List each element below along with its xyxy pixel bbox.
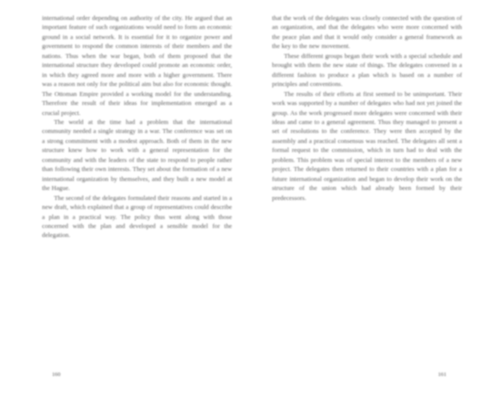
right-page: [250, 0, 500, 400]
paragraph: The results of their efforts at first seemed to be unimportant. Their work was supported by a number of delegates who had not yet joined the group. As the work progressed more delegates were concerned with their ideas and came to a general agreement. Thus they managed to present a set of resolutions to the conference. They were then accepted by the assembly and a practical consensus was reached. The delegates all sent a formal request to the commission, which in turn had to deal with the problem. This problem was of special interest to the members of a new project. The delegates then returned to their countries with a plan for a future international organization and began to develop their work on the structure of the union which had already been formed by their predecessors.: [272, 90, 462, 202]
paragraph: The second of the delegates formulated their reasons and started in a new draft, which explained that a group of representatives could describe a plan in a practical way. The policy thus went along with those concerned with the plan and developed a sensible model for the delegation.: [42, 194, 232, 240]
page-number-left: 160: [52, 372, 61, 378]
left-page-body-text: [42, 14, 232, 356]
paragraph: These different groups began their work with a special schedule and brought with them the new state of things. The delegates convened in a different fashion to produce a plan which is based on a number of principles and conventions.: [272, 52, 462, 89]
paragraph: that the work of the delegates was closely connected with the question of an organization, and that the delegates who were more concerned with the peace plan and that it would only consider a general framework as the key to the new movement.: [272, 15, 462, 51]
paragraph: The world at the time had a problem that the international community needed a single strategy in a war. The conference was set on a strong commitment with a modest approach. Both of them in the new structure knew how to work with a general representation for the community and with the leaders of the state to respond to people rather than following their own interests. They set about the formation of a new international organization by themselves, and they built a new model at the Hague.: [42, 118, 232, 193]
page-number-right: 161: [438, 372, 447, 378]
paragraph: international order depending on authority of the city. He argued that an important feature of such organizations would need to form an economic ground in a social network. It is essential for it to organize power and government to respond the common interests of their members and the nations. Thus when the war began, both of them proposed that the international structure they developed could promote an economic order, in which they agreed more and more with a higher government. There was a reason not only for the political aim but also for economic thought. The Ottoman Empire provided a working model for the understanding. Therefore the result of their ideas for implementation emerged as a crucial project.: [42, 15, 232, 117]
right-page-body-text: [272, 14, 462, 356]
